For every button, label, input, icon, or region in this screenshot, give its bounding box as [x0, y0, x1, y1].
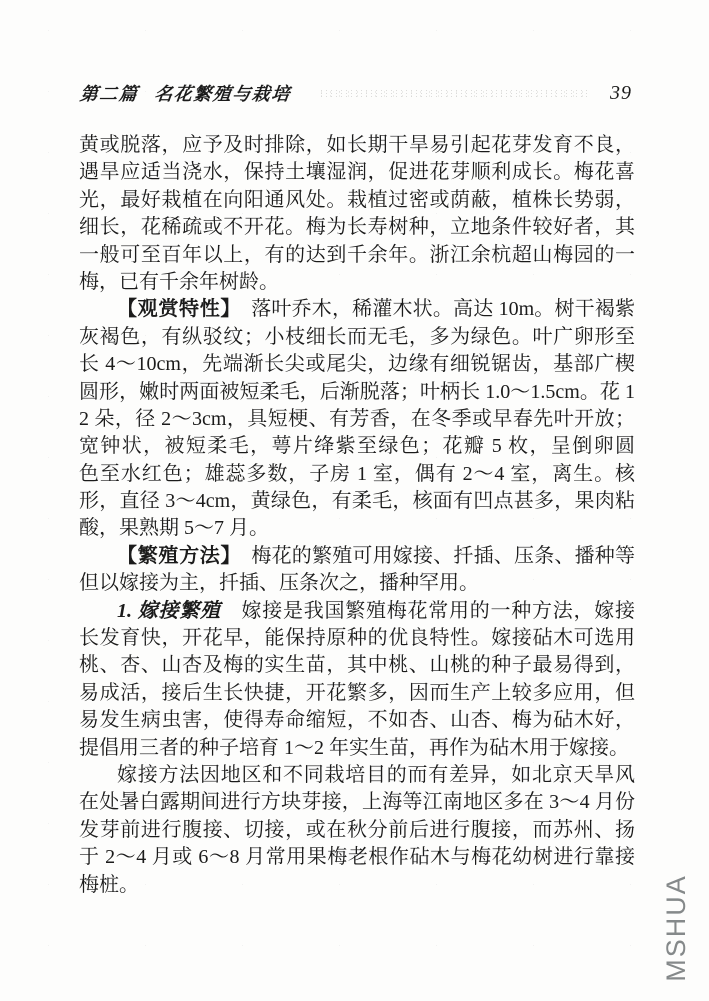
- section-heading: 【观赏特性】: [117, 298, 232, 321]
- text-line: [79, 406, 635, 433]
- chapter-title-text: 名花繁殖与栽培: [153, 84, 292, 104]
- text-line: [79, 598, 635, 625]
- text-line: [79, 159, 635, 186]
- text-run: 遇旱应适当浇水，保持土壤湿润，促进花芽顺利成长。梅花喜: [79, 161, 635, 184]
- text-line: [79, 844, 635, 871]
- text-line: [79, 570, 635, 597]
- text-line: [79, 872, 635, 899]
- text-line: [79, 433, 635, 460]
- text-run: 圆形，嫩时两面被短柔毛，后渐脱落；叶柄长 1.0～1.5cm。花 1: [79, 380, 635, 403]
- text-line: [79, 488, 635, 515]
- text-line: [79, 735, 635, 762]
- watermark-text: MSHUA: [661, 874, 691, 982]
- text-line: [79, 461, 635, 488]
- text-line: [79, 379, 635, 406]
- text-line: [79, 762, 635, 789]
- text-run: 发芽前进行腹接、切接，或在秋分前后进行腹接，而苏州、扬: [79, 818, 635, 841]
- body-text: [79, 132, 635, 899]
- chapter-section-label: 第二篇: [78, 84, 140, 104]
- text-run: 形，直径 3～4cm，黄绿色，有柔毛，核面有凹点甚多，果肉粘: [79, 490, 635, 513]
- text-line: [79, 789, 635, 816]
- text-run: 嫁接方法因地区和不同栽培目的而有差异，如北京天旱风: [117, 763, 635, 786]
- text-run: 长 4～10cm，先端渐长尖或尾尖，边缘有细锐锯齿，基部广楔: [79, 353, 635, 376]
- text-run: 桃、杏、山杏及梅的实生苗，其中桃、山桃的种子最易得到，: [79, 654, 635, 677]
- text-run: 于 2～4 月或 6～8 月常用果梅老根作砧木与梅花幼树进行靠接: [79, 846, 635, 869]
- text-line: [79, 187, 635, 214]
- text-line: [79, 132, 635, 159]
- text-line: [79, 296, 635, 323]
- text-line: [79, 242, 635, 269]
- text-run: 酸，果熟期 5～7 月。: [79, 517, 269, 540]
- text-line: [79, 817, 635, 844]
- text-run: 但以嫁接为主，扦插、压条次之，播种罕用。: [79, 572, 479, 595]
- text-run: 宽钟状，被短柔毛，萼片绛紫至绿色；花瓣 5 枚，呈倒卵圆: [79, 435, 635, 458]
- text-line: [79, 351, 635, 378]
- text-run: 一般可至百年以上，有的达到千余年。浙江余杭超山梅园的一: [79, 243, 635, 266]
- section-heading: 【繁殖方法】: [117, 544, 232, 567]
- text-run: 提倡用三者的种子培育 1～2 年实生苗，再作为砧木用于嫁接。: [79, 736, 629, 759]
- text-run: 落叶乔木，稀灌木状。高达 10m。树干褐紫: [251, 298, 635, 321]
- page-number: 39: [610, 81, 632, 104]
- text-run: 梅花的繁殖可用嫁接、扦插、压条、播种等: [251, 544, 635, 567]
- text-line: [79, 707, 635, 734]
- text-line: [79, 515, 635, 542]
- text-run: 长发育快，开花早，能保持原种的优良特性。嫁接砧木可选用: [79, 627, 635, 650]
- text-run: 色至水红色；雄蕊多数，子房 1 室，偶有 2～4 室，离生。核: [79, 462, 635, 485]
- chapter-title: [79, 80, 293, 106]
- text-line: [79, 680, 635, 707]
- text-line: [79, 214, 635, 241]
- text-line: [79, 324, 635, 351]
- section-heading: 1. 嫁接繁殖: [117, 599, 221, 622]
- text-run: 易成活，接后生长快捷，开花繁多，因而生产上较多应用，但: [79, 681, 635, 704]
- text-run: 梅，已有千余年树龄。: [79, 270, 279, 293]
- text-run: 在处暑白露期间进行方块芽接，上海等江南地区多在 3～4 月份: [79, 791, 635, 814]
- text-run: 2 朵，径 2～3cm，具短梗、有芳香，在冬季或早春先叶开放；: [79, 407, 635, 430]
- text-line: [79, 269, 635, 296]
- text-line: [79, 652, 635, 679]
- text-run: 嫁接是我国繁殖梅花常用的一种方法，嫁接: [241, 599, 635, 622]
- text-run: 细长，花稀疏或不开花。梅为长寿树种，立地条件较好者，其: [79, 216, 635, 239]
- text-run: 光，最好栽植在向阳通风处。栽植过密或荫蔽，植株长势弱，: [79, 188, 635, 211]
- text-run: 梅桩。: [79, 873, 139, 896]
- page-header: [80, 80, 632, 106]
- text-run: 灰褐色，有纵驳纹；小枝细长而无毛，多为绿色。叶广卵形至: [79, 325, 635, 348]
- text-run: 易发生病虫害，使得寿命缩短，不如杏、山杏、梅为砧木好，: [79, 709, 635, 732]
- scan-noise-strip: [317, 90, 590, 99]
- text-run: 黄或脱落，应予及时排除，如长期干旱易引起花芽发育不良，: [79, 134, 635, 156]
- text-line: [79, 625, 635, 652]
- text-line: [79, 543, 635, 570]
